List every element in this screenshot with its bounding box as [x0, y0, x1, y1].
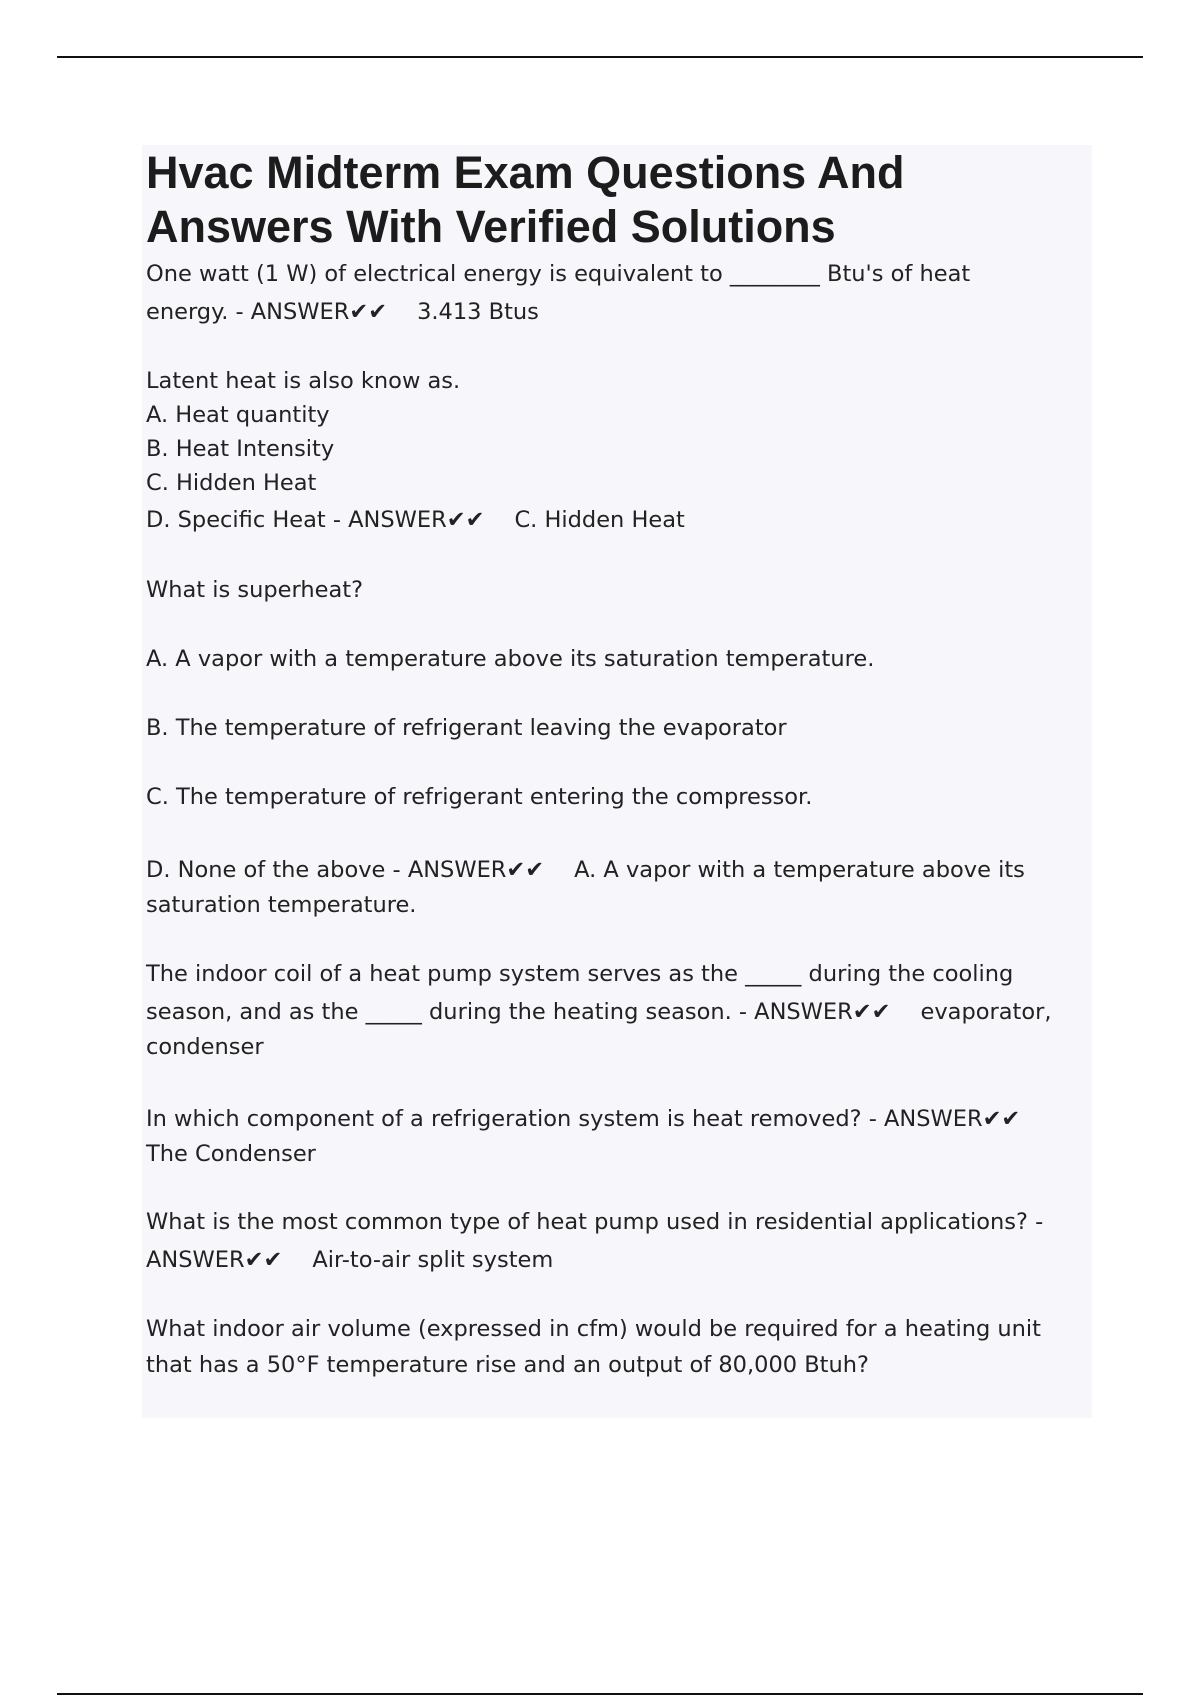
header-rule	[57, 56, 1143, 58]
question-2-stem: Latent heat is also know as.	[146, 368, 461, 394]
question-1-line-1: One watt (1 W) of electrical energy is equivalent to ________ Btu's of heat	[146, 261, 971, 287]
answer-marker: season, and as the _____ during the heating season. - ANSWER✔✔	[146, 999, 891, 1025]
answer-marker: ANSWER✔✔	[146, 1247, 283, 1273]
question-4-line-2	[146, 997, 1052, 1027]
answer-text: 3.413 Btus	[417, 299, 539, 325]
question-3-stem: What is superheat?	[146, 577, 364, 603]
question-3-option-c: C. The temperature of refrigerant entering the compressor.	[146, 784, 813, 810]
answer-marker: energy. - ANSWER✔✔	[146, 299, 388, 325]
question-3-option-b: B. The temperature of refrigerant leaving the evaporator	[146, 715, 787, 741]
answer-text: C. Hidden Heat	[514, 507, 685, 533]
answer-text: evaporator,	[920, 999, 1052, 1025]
question-7-line-1: What indoor air volume (expressed in cfm) would be required for a heating unit	[146, 1316, 1041, 1342]
answer-marker: D. Specific Heat - ANSWER✔✔	[146, 507, 485, 533]
question-5-answer: The Condenser	[146, 1141, 316, 1167]
question-3-option-a: A. A vapor with a temperature above its saturation temperature.	[146, 646, 875, 672]
question-7-line-2: that has a 50°F temperature rise and an output of 80,000 Btuh?	[146, 1352, 869, 1378]
question-2-option-c: C. Hidden Heat	[146, 470, 317, 496]
question-6-line-1: What is the most common type of heat pump used in residential applications? -	[146, 1209, 1044, 1235]
footer-rule	[57, 1693, 1143, 1695]
answer-text: Air-to-air split system	[312, 1247, 554, 1273]
question-1-line-2	[146, 297, 539, 327]
document-title: Hvac Midterm Exam Questions And Answers With Verified Solutions	[146, 147, 905, 252]
question-5-line-1: In which component of a refrigeration system is heat removed? - ANSWER✔✔	[146, 1106, 1021, 1132]
question-6-line-2	[146, 1245, 553, 1275]
question-3-answer-cont: saturation temperature.	[146, 892, 417, 918]
question-2-option-d	[146, 505, 685, 535]
question-2-option-b: B. Heat Intensity	[146, 436, 335, 462]
question-4-answer-cont: condenser	[146, 1034, 264, 1060]
question-2-option-a: A. Heat quantity	[146, 402, 330, 428]
answer-text: A. A vapor with a temperature above its	[574, 857, 1025, 883]
question-3-option-d	[146, 855, 1025, 885]
question-4-line-1: The indoor coil of a heat pump system serves as the _____ during the cooling	[146, 961, 1014, 987]
answer-marker: D. None of the above - ANSWER✔✔	[146, 857, 545, 883]
